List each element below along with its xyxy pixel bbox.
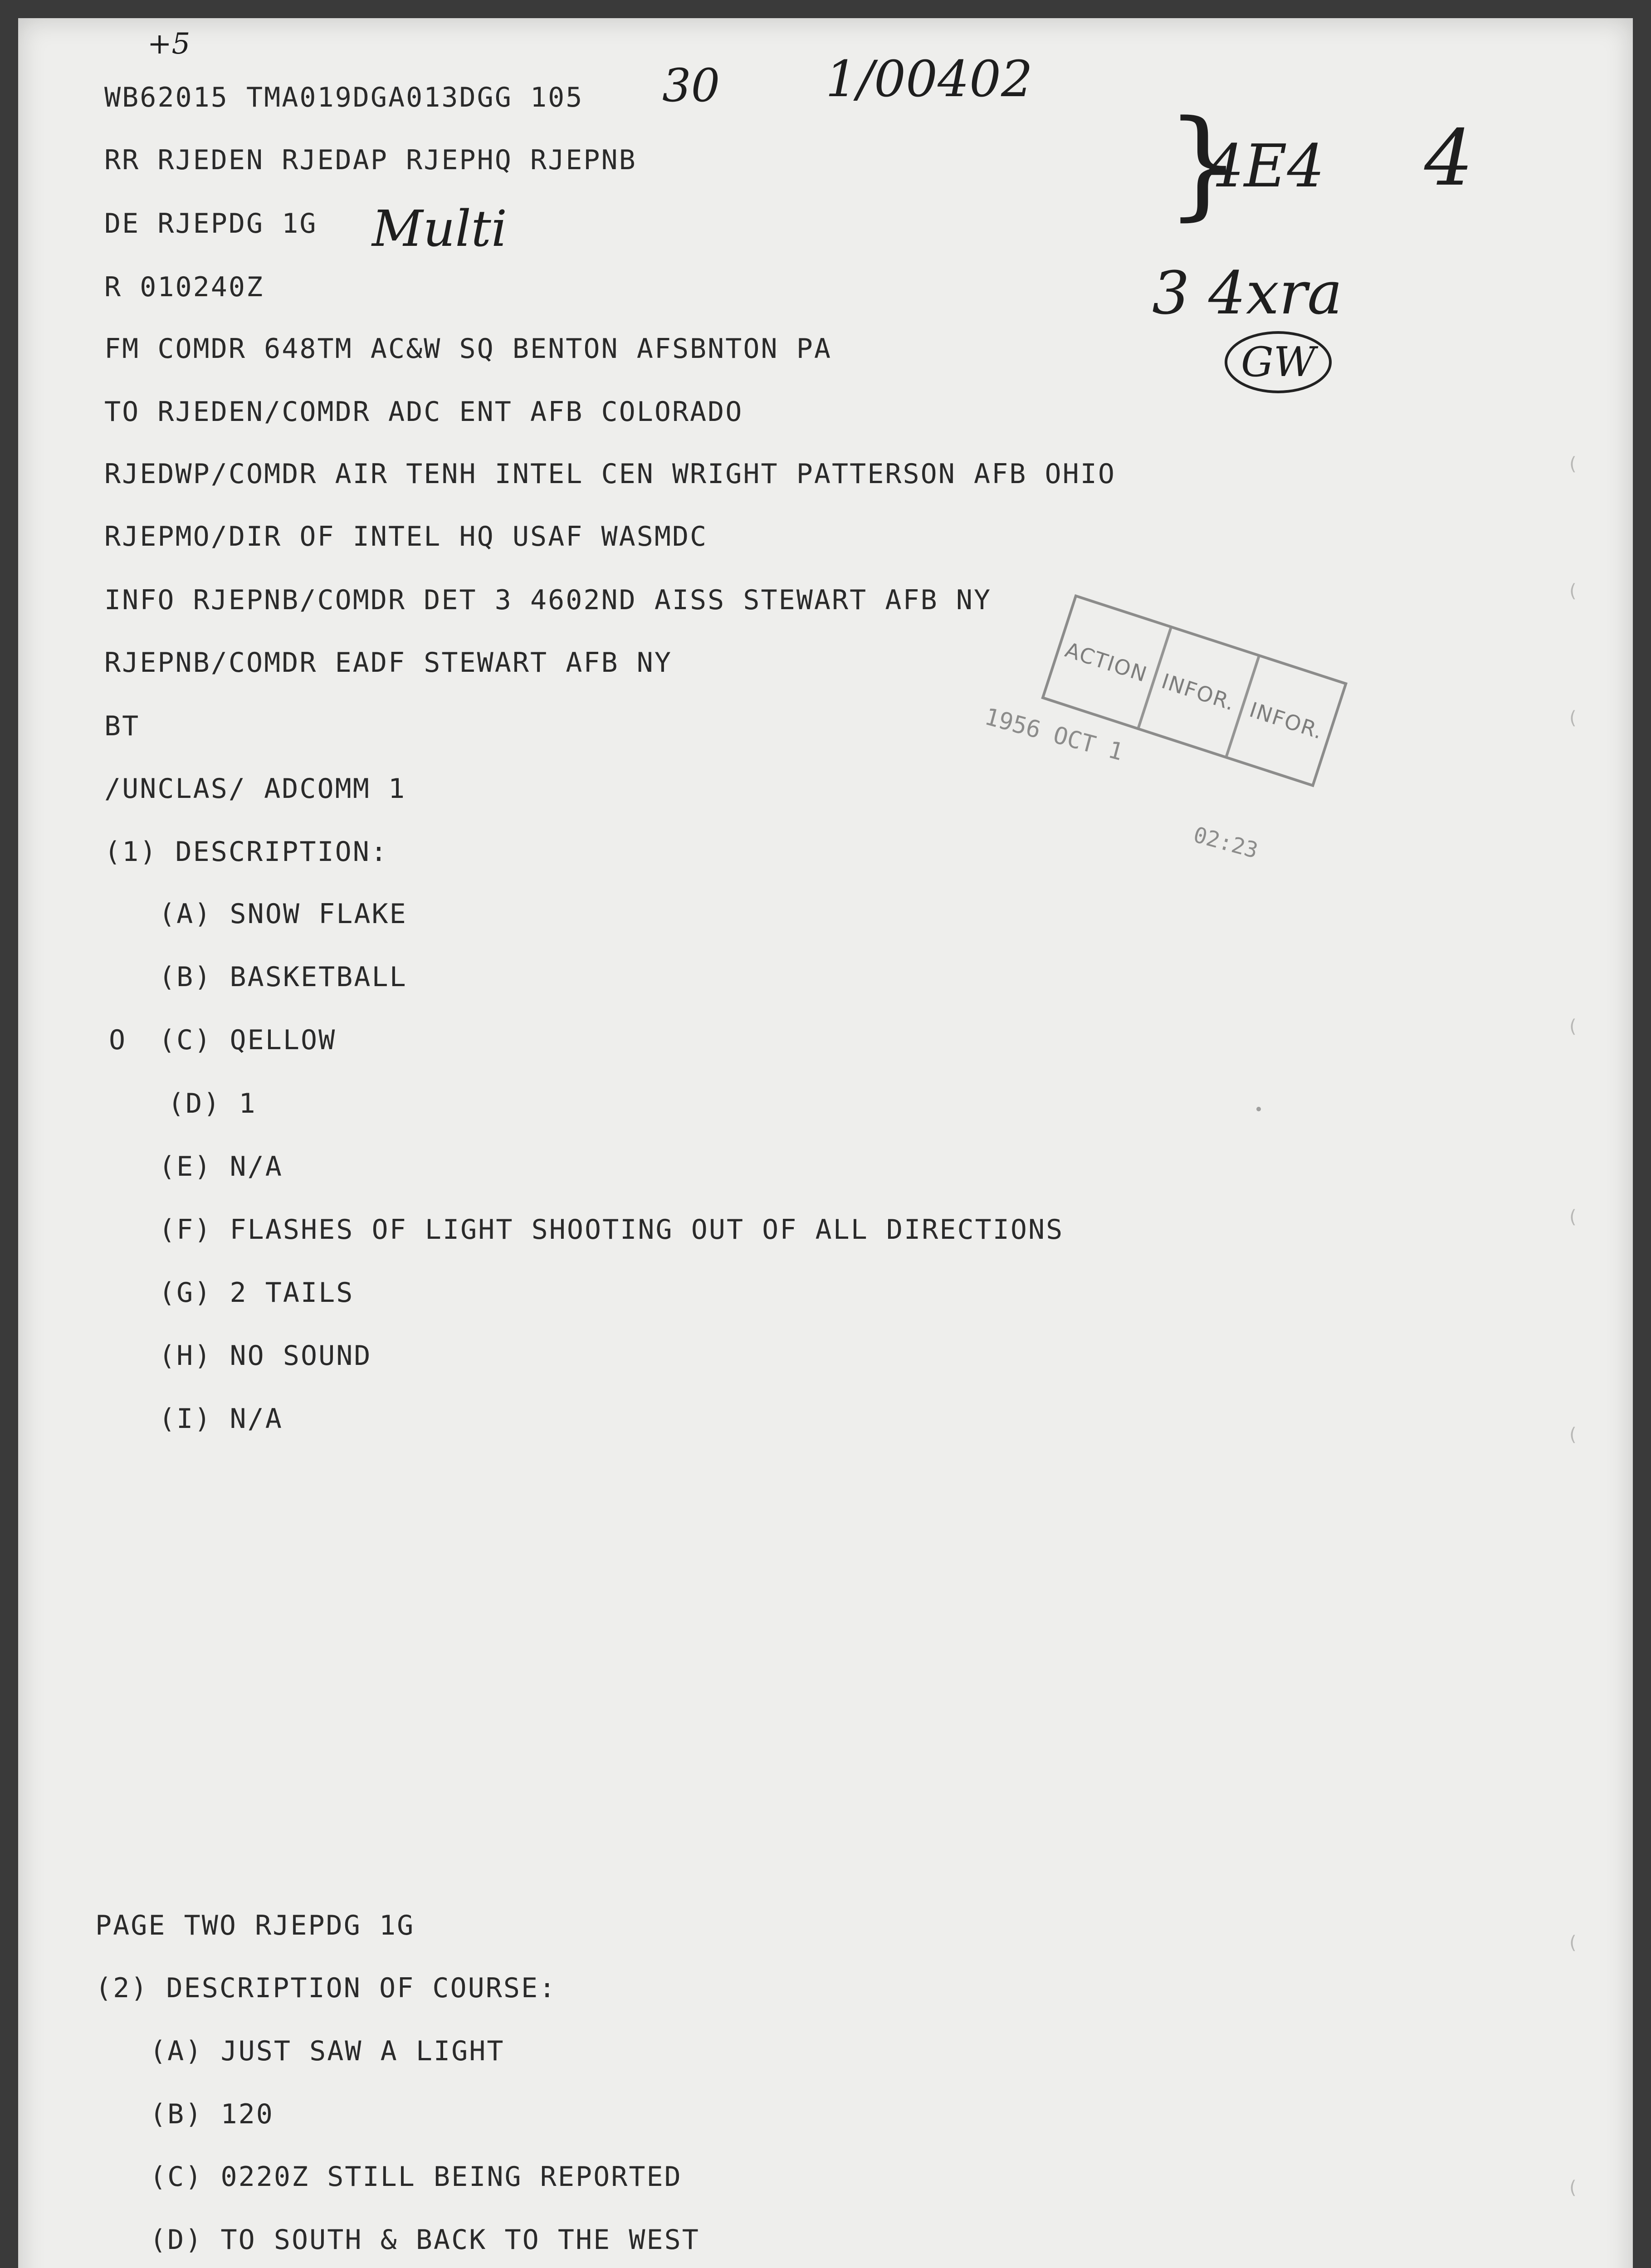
to-line-2: RJEDWP/COMDR AIR TENH INTEL CEN WRIGHT PATTERSON AFB OHIO bbox=[104, 458, 1116, 490]
stamp-infor-label: INFOR. bbox=[1158, 669, 1239, 716]
section-2-item-d: (D) TO SOUTH & BACK TO THE WEST bbox=[150, 2224, 700, 2256]
section-1-c-prefix: O bbox=[109, 1024, 127, 1056]
stamp-action-label: ACTION bbox=[1062, 637, 1151, 687]
bt-line: BT bbox=[104, 710, 140, 742]
header-line-2: RR RJEDEN RJEDAP RJEPHQ RJEPNB bbox=[104, 144, 637, 176]
to-line-3: RJEPMO/DIR OF INTEL HQ USAF WASMDC bbox=[104, 521, 708, 552]
stamp-infor-label-2: INFOR. bbox=[1246, 697, 1327, 744]
teletype-page bbox=[18, 18, 1633, 2268]
page-two-header: PAGE TWO RJEPDG 1G bbox=[95, 1910, 415, 1941]
section-1-item-a: (A) SNOW FLAKE bbox=[159, 898, 407, 930]
handwritten-bracket: } bbox=[1166, 95, 1241, 232]
handwritten-code-2: 3 4xra bbox=[1152, 259, 1343, 327]
section-2-item-c: (C) 0220Z STILL BEING REPORTED bbox=[150, 2161, 682, 2193]
margin-punch-mark: ( bbox=[1569, 1016, 1577, 1037]
header-line-4: R 010240Z bbox=[104, 271, 264, 303]
to-line-1: TO RJEDEN/COMDR ADC ENT AFB COLORADO bbox=[104, 396, 743, 428]
section-2-title: (2) DESCRIPTION OF COURSE: bbox=[95, 1972, 557, 2004]
received-date-stamp: 1956 OCT 1 bbox=[982, 703, 1126, 766]
handwritten-circled-initials: GW bbox=[1225, 331, 1332, 393]
margin-punch-mark: ( bbox=[1569, 581, 1577, 601]
section-1-item-b: (B) BASKETBALL bbox=[159, 961, 407, 993]
section-1-item-g: (G) 2 TAILS bbox=[159, 1277, 354, 1309]
info-line-1: INFO RJEPNB/COMDR DET 3 4602ND AISS STEWART AFB NY bbox=[104, 584, 992, 616]
handwritten-page-number: 30 bbox=[662, 59, 720, 112]
from-line: FM COMDR 648TM AC&W SQ BENTON AFSBNTON PA bbox=[104, 333, 832, 365]
header-line-1: WB62015 TMA019DGA013DGG 105 bbox=[104, 82, 584, 113]
received-time-stamp: 02:23 bbox=[1191, 822, 1261, 864]
margin-punch-mark: ( bbox=[1569, 2177, 1577, 2198]
handwritten-top-mark: +5 bbox=[147, 27, 190, 61]
margin-punch-mark: ( bbox=[1569, 1207, 1577, 1227]
margin-punch-mark: ( bbox=[1569, 1932, 1577, 1953]
section-2-item-a: (A) JUST SAW A LIGHT bbox=[150, 2035, 505, 2067]
margin-punch-mark: ( bbox=[1569, 454, 1577, 474]
margin-punch-mark: ( bbox=[1569, 1424, 1577, 1445]
section-1-item-h: (H) NO SOUND bbox=[159, 1340, 372, 1372]
section-1-item-e: (E) N/A bbox=[159, 1151, 283, 1183]
info-line-2: RJEPNB/COMDR EADF STEWART AFB NY bbox=[104, 647, 672, 679]
handwritten-reference: 1/00402 bbox=[826, 50, 1033, 108]
handwritten-code: 4E4 bbox=[1206, 132, 1325, 200]
section-1-item-c: (C) QELLOW bbox=[159, 1024, 337, 1056]
margin-punch-mark: ( bbox=[1569, 708, 1577, 728]
handwritten-multi: Multi bbox=[372, 200, 508, 258]
header-line-3: DE RJEPDG 1G bbox=[104, 208, 318, 240]
section-1-item-i: (I) N/A bbox=[159, 1403, 283, 1435]
section-2-item-b: (B) 120 bbox=[150, 2098, 274, 2130]
section-1-title: (1) DESCRIPTION: bbox=[104, 836, 388, 868]
unclas-line: /UNCLAS/ ADCOMM 1 bbox=[104, 773, 406, 805]
section-1-item-f: (F) FLASHES OF LIGHT SHOOTING OUT OF ALL DIRECTIONS bbox=[159, 1214, 1064, 1246]
action-infor-stamp bbox=[1041, 594, 1348, 787]
handwritten-four: 4 bbox=[1424, 113, 1474, 203]
specks bbox=[1256, 1107, 1261, 1111]
section-1-item-d: (D) 1 bbox=[168, 1088, 257, 1119]
